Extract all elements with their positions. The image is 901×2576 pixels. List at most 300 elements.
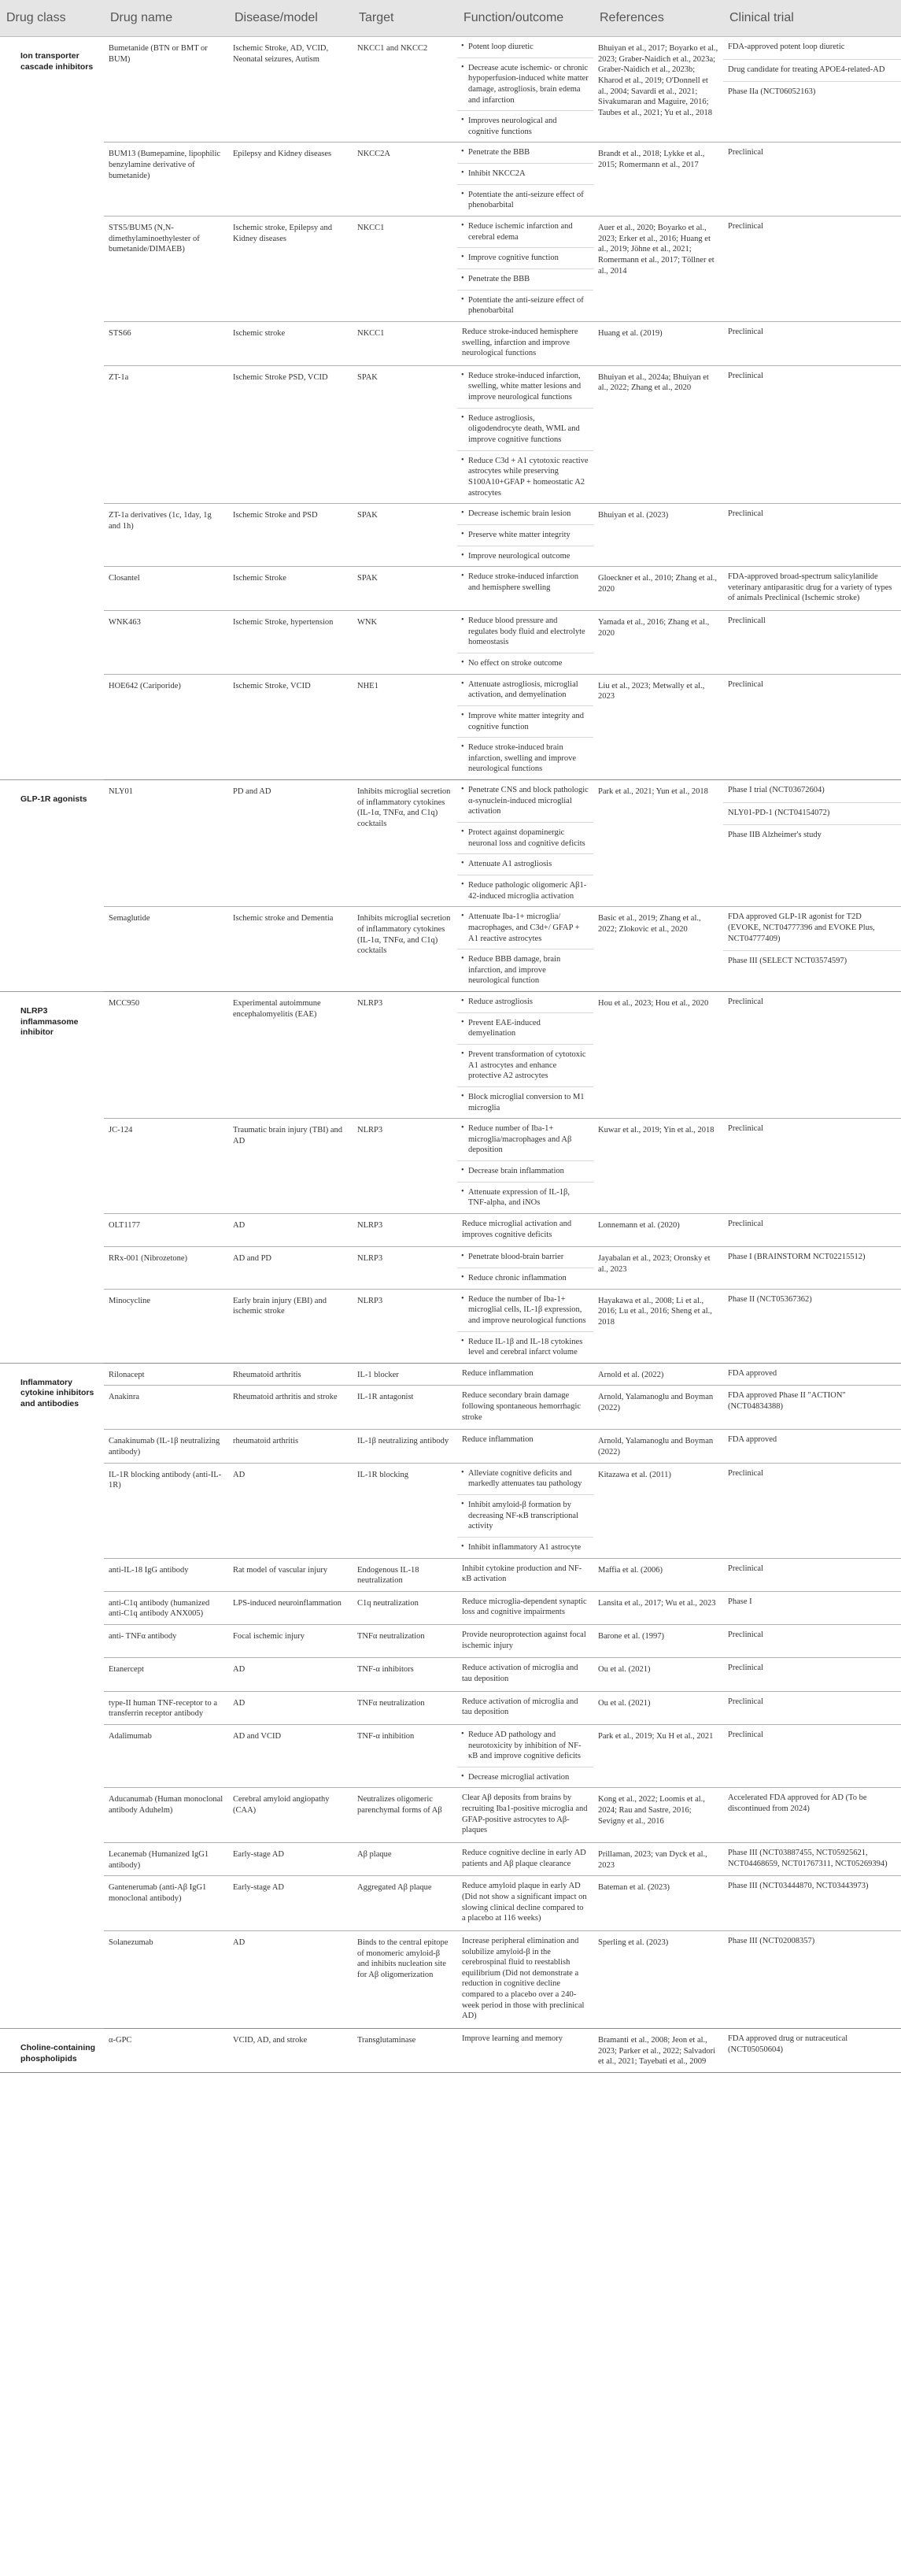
target-cell: NLRP3 [353, 1119, 457, 1214]
disease-model-cell: AD [228, 1463, 353, 1558]
disease-model-cell: Rat model of vascular injury [228, 1558, 353, 1591]
disease-model-cell: Ischemic Stroke, AD, VCID, Neonatal seizures, Autism [228, 37, 353, 142]
function-item: • Reduce stroke-induced infarction, swelling, white matter lesions and improve neurological functions [457, 366, 593, 409]
function-outcome-cell [457, 992, 593, 1119]
clinical-trial-cell [723, 37, 901, 142]
table-row [0, 567, 901, 611]
function-item: • No effect on stroke outcome [457, 653, 593, 674]
function-item: • Reduce pathologic oligomeric Aβ1-42-induced microglia activation [457, 875, 593, 906]
function-outcome-cell [457, 1214, 593, 1247]
target-cell: NKCC2A [353, 142, 457, 217]
trial-item: Preclinical [728, 509, 763, 519]
drug-name-cell: anti-C1q antibody (humanized anti-C1q antibody ANX005) [104, 1591, 228, 1624]
drug-name-cell: Aducanumab (Human monoclonal antibody Aduhelm) [104, 1788, 228, 1843]
target-cell: C1q neutralization [353, 1591, 457, 1624]
function-outcome-cell [457, 1289, 593, 1363]
trial-item: Preclinical [728, 679, 763, 689]
function-item: Inhibit cytokine production and NF-κB activation [462, 1564, 582, 1584]
table-row [0, 1591, 901, 1624]
disease-model-cell: Ischemic stroke and Dementia [228, 907, 353, 992]
function-outcome-cell [457, 321, 593, 365]
drug-name-cell: anti- TNFα antibody [104, 1625, 228, 1658]
target-cell: NLRP3 [353, 992, 457, 1119]
clinical-trial-cell [723, 217, 901, 322]
function-outcome-cell [457, 1430, 593, 1463]
drug-name-cell: Gantenerumab (anti-Aβ IgG1 monoclonal antibody) [104, 1876, 228, 1931]
table-row [0, 674, 901, 779]
function-item: • Decrease microglial activation [457, 1767, 593, 1788]
references-cell: Maffia et al. (2006) [593, 1558, 723, 1591]
function-item: • Reduce AD pathology and neurotoxicity by inhibition of NF-κB and improve cognitive deficits [457, 1725, 593, 1767]
function-item: • Alleviate cognitive deficits and markedly attenuates tau pathology [457, 1464, 593, 1495]
function-item: • Attenuate A1 astrogliosis [457, 854, 593, 875]
table-row [0, 1363, 901, 1386]
table-row [0, 992, 901, 1119]
disease-model-cell: Rheumatoid arthritis and stroke [228, 1386, 353, 1430]
function-item: • Improves neurological and cognitive functions [457, 111, 593, 142]
header-drug-name: Drug name [104, 0, 228, 37]
table-row [0, 142, 901, 217]
references-cell: Sperling et al. (2023) [593, 1930, 723, 2028]
clinical-trial-cell [723, 674, 901, 779]
function-item: • Potentiate the anti-seizure effect of phenobarbital [457, 185, 593, 216]
references-cell: Kitazawa et al. (2011) [593, 1463, 723, 1558]
references-cell: Park et al., 2021; Yun et al., 2018 [593, 780, 723, 907]
trial-item: Preclinical [728, 371, 763, 380]
header-references: References [593, 0, 723, 37]
trial-item: Preclinical [728, 1730, 763, 1739]
clinical-trial-cell [723, 365, 901, 503]
drug-name-cell: Adalimumab [104, 1724, 228, 1788]
clinical-trial-cell [723, 1691, 901, 1724]
references-cell: Brandt et al., 2018; Lykke et al., 2015; Romermann et al., 2017 [593, 142, 723, 217]
function-item: • Reduce chronic inflammation [457, 1268, 593, 1289]
function-outcome-cell [457, 1843, 593, 1876]
function-outcome-cell [457, 1876, 593, 1931]
references-cell: Kong et al., 2022; Loomis et al., 2024; Rau and Sastre, 2016; Sevigny et al., 2016 [593, 1788, 723, 1843]
trial-item: Preclinical [728, 997, 763, 1007]
target-cell: NKCC1 [353, 217, 457, 322]
table-row [0, 1214, 901, 1247]
function-outcome-cell [457, 1788, 593, 1843]
trial-item: Preclinical [728, 1664, 763, 1673]
table-row [0, 1930, 901, 2028]
drug-name-cell: α-GPC [104, 2029, 228, 2073]
trial-item: FDA approved drug or nutraceutical (NCT05050604) [728, 2034, 848, 2054]
function-outcome-cell [457, 611, 593, 675]
function-item: • Attenuate expression of IL-1β, TNF-alpha, and iNOs [457, 1183, 593, 1213]
header-disease-model: Disease/model [228, 0, 353, 37]
target-cell: NHE1 [353, 674, 457, 779]
trial-item: Phase IIB Alzheimer's study [728, 831, 822, 840]
table-row [0, 1625, 901, 1658]
function-outcome-cell [457, 567, 593, 611]
function-item: • Penetrate blood-brain barrier [457, 1247, 593, 1268]
clinical-trial-cell [723, 1591, 901, 1624]
references-cell: Bateman et al. (2023) [593, 1876, 723, 1931]
disease-model-cell: Early-stage AD [228, 1876, 353, 1931]
drug-name-cell: STS66 [104, 321, 228, 365]
target-cell: NKCC1 [353, 321, 457, 365]
drug-name-cell: OLT1177 [104, 1214, 228, 1247]
function-item: • Reduce IL-1β and IL-18 cytokines level and cerebral infarct volume [457, 1332, 593, 1363]
trial-item: FDA-approved broad-spectrum salicylanilide veterinary antiparasitic drug for a variety of types of animals Preclinical (Ischemic stroke) [728, 572, 892, 603]
clinical-trial-cell [723, 1843, 901, 1876]
target-cell: Endogenous IL-18 neutralization [353, 1558, 457, 1591]
target-cell: Transglutaminase [353, 2029, 457, 2073]
function-item: Reduce stroke-induced hemisphere swelling, infarction and improve neurological functions [462, 327, 578, 358]
drug-name-cell: Lecanemab (Humanized IgG1 antibody) [104, 1843, 228, 1876]
target-cell: SPAK [353, 365, 457, 503]
table-row [0, 37, 901, 142]
disease-model-cell: Ischemic Stroke [228, 567, 353, 611]
function-item: • Potent loop diuretic [457, 37, 593, 58]
function-outcome-cell [457, 142, 593, 217]
function-outcome-cell [457, 1247, 593, 1289]
disease-model-cell: AD [228, 1691, 353, 1724]
disease-model-cell: AD and VCID [228, 1724, 353, 1788]
target-cell: SPAK [353, 504, 457, 567]
trial-item: Drug candidate for treating APOE4-related-AD [723, 60, 901, 83]
function-item: • Reduce number of Iba-1+ microglia/macrophages and Aβ deposition [457, 1119, 593, 1161]
table-row [0, 321, 901, 365]
trial-item: Preclinical [728, 1220, 763, 1229]
disease-model-cell: Traumatic brain injury (TBI) and AD [228, 1119, 353, 1214]
clinical-trial-cell [723, 1214, 901, 1247]
target-cell: NLRP3 [353, 1214, 457, 1247]
table-row [0, 2029, 901, 2073]
clinical-trial-cell [723, 1386, 901, 1430]
clinical-trial-cell [723, 1363, 901, 1386]
disease-model-cell: Ischemic Stroke and PSD [228, 504, 353, 567]
function-item: • Decrease brain inflammation [457, 1161, 593, 1183]
target-cell: SPAK [353, 567, 457, 611]
function-item: • Reduce blood pressure and regulates body fluid and electrolyte homeostasis [457, 611, 593, 653]
function-item: • Penetrate CNS and block pathologic α-synuclein-induced microglial activation [457, 780, 593, 823]
function-item: • Attenuate Iba-1+ microglia/ macrophages, and C3d+/ GFAP + A1 reactive astrocytes [457, 907, 593, 949]
function-outcome-cell [457, 780, 593, 907]
function-item: • Reduce the number of Iba-1+ microglial cells, IL-1β expression, and improve neurological functions [457, 1290, 593, 1332]
drug-name-cell: Bumetanide (BTN or BMT or BUM) [104, 37, 228, 142]
clinical-trial-cell [723, 1658, 901, 1691]
function-outcome-cell [457, 1119, 593, 1214]
references-cell: Ou et al. (2021) [593, 1658, 723, 1691]
clinical-trial-cell [723, 567, 901, 611]
header-clinical-trial: Clinical trial [723, 0, 901, 37]
function-item: Reduce cognitive decline in early AD patients and Aβ plaque clearance [462, 1849, 586, 1868]
trial-item: Preclinical [728, 1697, 763, 1706]
function-item: • Decrease acute ischemic- or chronic hypoperfusion-induced white matter damage, astrogliosis, brain edema and infarction [457, 58, 593, 112]
clinical-trial-cell [723, 1430, 901, 1463]
trial-item: Phase I (BRAINSTORM NCT02215512) [728, 1253, 866, 1262]
target-cell: Inhibits microglial secretion of inflammatory cytokines (IL-1α, TNFα, and C1q) cocktails [353, 907, 457, 992]
target-cell: TNF-α inhibition [353, 1724, 457, 1788]
table-row [0, 1724, 901, 1788]
disease-model-cell: Early-stage AD [228, 1843, 353, 1876]
references-cell: Yamada et al., 2016; Zhang et al., 2020 [593, 611, 723, 675]
trial-item: Preclinical [728, 1564, 763, 1573]
clinical-trial-cell [723, 1119, 901, 1214]
target-cell: NKCC1 and NKCC2 [353, 37, 457, 142]
clinical-trial-cell [723, 142, 901, 217]
function-item: Reduce activation of microglia and tau deposition [462, 1664, 578, 1683]
drug-name-cell: type-II human TNF-receptor to a transferrin receptor antibody [104, 1691, 228, 1724]
function-item: Reduce inflammation [462, 1435, 534, 1445]
disease-model-cell: Ischemic stroke [228, 321, 353, 365]
references-cell: Barone et al. (1997) [593, 1625, 723, 1658]
references-cell: Auer et al., 2020; Boyarko et al., 2023; Erker et al., 2016; Huang et al., 2019; Jöhne et al., 2021; Romermann et al., 2017; Töllner et al., 2014 [593, 217, 723, 322]
table-row [0, 611, 901, 675]
clinical-trial-cell [723, 611, 901, 675]
clinical-trial-cell [723, 1289, 901, 1363]
target-cell: NLRP3 [353, 1289, 457, 1363]
header-drug-class: Drug class [0, 0, 104, 37]
function-item: • Penetrate the BBB [457, 269, 593, 291]
trial-item: Preclinical [728, 1630, 763, 1640]
clinical-trial-cell [723, 1247, 901, 1289]
disease-model-cell: Ischemic Stroke, hypertension [228, 611, 353, 675]
target-cell: IL-1β neutralizing antibody [353, 1430, 457, 1463]
function-item: • Potentiate the anti-seizure effect of phenobarbital [457, 291, 593, 321]
function-outcome-cell [457, 1930, 593, 2028]
clinical-trial-cell [723, 1724, 901, 1788]
trial-item: Phase IIa (NCT06052163) [728, 87, 816, 97]
disease-model-cell: AD [228, 1658, 353, 1691]
drug-name-cell: Etanercept [104, 1658, 228, 1691]
trial-item: Preclinical [728, 1124, 763, 1134]
table-row [0, 1247, 901, 1289]
function-item: Reduce microglia-dependent synaptic loss and cognitive impairments [462, 1597, 587, 1617]
target-cell: IL-1R antagonist [353, 1386, 457, 1430]
drug-name-cell: JC-124 [104, 1119, 228, 1214]
disease-model-cell: Focal ischemic injury [228, 1625, 353, 1658]
disease-model-cell: Ischemic Stroke PSD, VCID [228, 365, 353, 503]
references-cell: Ou et al. (2021) [593, 1691, 723, 1724]
clinical-trial-cell [723, 2029, 901, 2073]
target-cell: WNK [353, 611, 457, 675]
function-item: Reduce inflammation [462, 1368, 534, 1378]
references-cell: Bhuiyan et al. (2023) [593, 504, 723, 567]
drug-name-cell: Anakinra [104, 1386, 228, 1430]
function-item: • Inhibit NKCC2A [457, 164, 593, 185]
target-cell: NLRP3 [353, 1247, 457, 1289]
function-item: • Reduce BBB damage, brain infarction, and improve neurological function [457, 949, 593, 991]
function-item: • Attenuate astrogliosis, microglial activation, and demyelination [457, 675, 593, 706]
references-cell: Bhuiyan et al., 2024a; Bhuiyan et al., 2022; Zhang et al., 2020 [593, 365, 723, 503]
function-item: • Inhibit inflammatory A1 astrocyte [457, 1538, 593, 1558]
drug-name-cell: HOE642 (Cariporide) [104, 674, 228, 779]
disease-model-cell: AD [228, 1214, 353, 1247]
references-cell: Bhuiyan et al., 2017; Boyarko et al., 2023; Graber-Naidich et al., 2023a; Graber-Naidich et al., 2023b; Kharod et al., 2019; O'Donnell et al., 2004; Savardi et al., 2021; Sivakumaran and Maguire, 2016; Taubes et al., 2021; Yu et al., 2018 [593, 37, 723, 142]
trial-item: NLY01-PD-1 (NCT04154072) [723, 803, 901, 826]
function-item: Clear Aβ deposits from brains by recruiting Iba1-positive microglia and GFAP-positive astrocytes to Aβ-plaques [462, 1793, 588, 1835]
function-item: • Reduce astrogliosis [457, 992, 593, 1013]
function-item: Provide neuroprotection against focal ischemic injury [462, 1630, 586, 1650]
function-item: • Protect against dopaminergic neuronal loss and cognitive deficits [457, 823, 593, 854]
drug-name-cell: ZT-1a [104, 365, 228, 503]
target-cell: Neutralizes oligomeric parenchymal forms of Aβ [353, 1788, 457, 1843]
disease-model-cell: Ischemic stroke, Epilepsy and Kidney diseases [228, 217, 353, 322]
function-item: Reduce microglial activation and improves cognitive deficits [462, 1220, 572, 1239]
table-row [0, 780, 901, 907]
drug-name-cell: Rilonacept [104, 1363, 228, 1386]
clinical-trial-cell [723, 321, 901, 365]
target-cell: TNFα neutralization [353, 1691, 457, 1724]
drug-name-cell: RRx-001 (Nibrozetone) [104, 1247, 228, 1289]
clinical-trial-cell [723, 1558, 901, 1591]
table-row [0, 907, 901, 992]
disease-model-cell: LPS-induced neuroinflammation [228, 1591, 353, 1624]
clinical-trial-cell [723, 907, 901, 992]
function-item: • Reduce ischemic infarction and cerebral edema [457, 217, 593, 248]
references-cell: Hayakawa et al., 2008; Li et al., 2016; Lu et al., 2016; Sheng et al., 2018 [593, 1289, 723, 1363]
references-cell: Hou et al., 2023; Hou et al., 2020 [593, 992, 723, 1119]
function-item: • Prevent EAE-induced demyelination [457, 1013, 593, 1045]
function-item: • Preserve white matter integrity [457, 525, 593, 546]
references-cell: Gloeckner et al., 2010; Zhang et al., 2020 [593, 567, 723, 611]
clinical-trial-cell [723, 1788, 901, 1843]
drug-name-cell: Minocycline [104, 1289, 228, 1363]
trial-item: Accelerated FDA approved for AD (To be discontinued from 2024) [728, 1793, 867, 1814]
disease-model-cell: Ischemic Stroke, VCID [228, 674, 353, 779]
trial-item: Preclinical [728, 148, 763, 157]
trial-item: Phase I [728, 1597, 752, 1606]
function-item: • Inhibit amyloid-β formation by decreasing NF-κB transcriptional activity [457, 1495, 593, 1538]
function-item: • Prevent transformation of cytotoxic A1 astrocytes and enhance protective A2 astrocytes [457, 1045, 593, 1087]
drug-class-cell: GLP-1R agonists [0, 780, 104, 992]
trial-item: Phase III (NCT02008357) [728, 1936, 815, 1945]
target-cell: Aggregated Aβ plaque [353, 1876, 457, 1931]
function-outcome-cell [457, 1591, 593, 1624]
drug-name-cell: NLY01 [104, 780, 228, 907]
function-item: • Improve cognitive function [457, 248, 593, 269]
disease-model-cell: Rheumatoid arthritis [228, 1363, 353, 1386]
drug-name-cell: MCC950 [104, 992, 228, 1119]
function-outcome-cell [457, 2029, 593, 2073]
references-cell: Park et al., 2019; Xu H et al., 2021 [593, 1724, 723, 1788]
drug-name-cell: ZT-1a derivatives (1c, 1day, 1g and 1h) [104, 504, 228, 567]
trial-item: FDA-approved potent loop diuretic [723, 37, 901, 60]
table-row [0, 365, 901, 503]
disease-model-cell: Experimental autoimmune encephalomyelitis (EAE) [228, 992, 353, 1119]
disease-model-cell: AD and PD [228, 1247, 353, 1289]
function-item: • Decrease ischemic brain lesion [457, 504, 593, 525]
function-outcome-cell [457, 1363, 593, 1386]
target-cell: Aβ plaque [353, 1843, 457, 1876]
function-outcome-cell [457, 907, 593, 992]
drug-name-cell: WNK463 [104, 611, 228, 675]
table-row [0, 1788, 901, 1843]
function-outcome-cell [457, 365, 593, 503]
table-row [0, 1289, 901, 1363]
function-outcome-cell [457, 1724, 593, 1788]
function-outcome-cell [457, 1691, 593, 1724]
function-outcome-cell [457, 1463, 593, 1558]
trial-item: FDA approved GLP-1R agonist for T2D (EVOKE, NCT04777396 and EVOKE Plus, NCT04777409) [723, 907, 901, 951]
references-cell: Arnold, Yalamanoglu and Boyman (2022) [593, 1430, 723, 1463]
references-cell: Arnold et al. (2022) [593, 1363, 723, 1386]
table-row [0, 1658, 901, 1691]
function-item: • Block microglial conversion to M1 microglia [457, 1087, 593, 1118]
function-item: • Reduce astrogliosis, oligodendrocyte death, WML and improve cognitive functions [457, 409, 593, 451]
function-outcome-cell [457, 674, 593, 779]
clinical-trial-cell [723, 1876, 901, 1931]
drug-name-cell: Solanezumab [104, 1930, 228, 2028]
drug-name-cell: IL-1R blocking antibody (anti-IL-1R) [104, 1463, 228, 1558]
function-item: • Penetrate the BBB [457, 142, 593, 164]
references-cell: Liu et al., 2023; Metwally et al., 2023 [593, 674, 723, 779]
references-cell: Lansita et al., 2017; Wu et al., 2023 [593, 1591, 723, 1624]
trial-item: FDA approved Phase II "ACTION" (NCT04834388) [728, 1391, 846, 1412]
header-target: Target [353, 0, 457, 37]
function-item: • Reduce stroke-induced infarction and hemisphere swelling [457, 567, 593, 598]
table-header-row [0, 0, 901, 37]
function-item: Reduce secondary brain damage following spontaneous hemorrhagic stroke [462, 1391, 582, 1422]
function-item: • Improve neurological outcome [457, 546, 593, 567]
clinical-trial-cell [723, 1625, 901, 1658]
table-row [0, 1430, 901, 1463]
function-item: • Reduce C3d + A1 cytotoxic reactive astrocytes while preserving S100A10+GFAP + homeostatic A2 astrocytes [457, 451, 593, 504]
drug-class-cell: Choline-containing phospholipids [0, 2029, 104, 2073]
table-row [0, 1386, 901, 1430]
table-body [0, 37, 901, 2073]
function-outcome-cell [457, 504, 593, 567]
disease-model-cell: Early brain injury (EBI) and ischemic stroke [228, 1289, 353, 1363]
function-outcome-cell [457, 1558, 593, 1591]
clinical-trial-cell [723, 780, 901, 907]
disease-model-cell: PD and AD [228, 780, 353, 907]
target-cell: IL-1 blocker [353, 1363, 457, 1386]
header-function-outcome: Function/outcome [457, 0, 593, 37]
clinical-trial-cell [723, 1930, 901, 2028]
function-item: • Improve white matter integrity and cognitive function [457, 706, 593, 738]
drug-name-cell: Semaglutide [104, 907, 228, 992]
drug-name-cell: STS5/BUM5 (N,N-dimethylaminoethylester of bumetanide/DIMAEB) [104, 217, 228, 322]
drug-class-cell: Inflammatory cytokine inhibitors and antibodies [0, 1363, 104, 2028]
drug-class-cell: Ion transporter cascade inhibitors [0, 37, 104, 780]
drug-name-cell: BUM13 (Bumepamine, lipophilic benzylamine derivative of bumetanide) [104, 142, 228, 217]
references-cell: Bramanti et al., 2008; Jeon et al., 2023; Parker et al., 2022; Salvadori et al., 2021; Tayebati et al., 2009 [593, 2029, 723, 2073]
references-cell: Lonnemann et al. (2020) [593, 1214, 723, 1247]
disease-model-cell: Cerebral amyloid angiopathy (CAA) [228, 1788, 353, 1843]
target-cell: IL-1R blocking [353, 1463, 457, 1558]
target-cell: TNF-α inhibitors [353, 1658, 457, 1691]
references-cell: Arnold, Yalamanoglu and Boyman (2022) [593, 1386, 723, 1430]
references-cell: Basic et al., 2019; Zhang et al., 2022; Zlokovic et al., 2020 [593, 907, 723, 992]
clinical-trial-cell [723, 992, 901, 1119]
function-item: Reduce activation of microglia and tau deposition [462, 1697, 578, 1717]
function-outcome-cell [457, 217, 593, 322]
clinical-trial-cell [723, 504, 901, 567]
trial-item: Preclinical [728, 1468, 763, 1478]
disease-model-cell: VCID, AD, and stroke [228, 2029, 353, 2073]
function-outcome-cell [457, 1658, 593, 1691]
trial-item: Phase I trial (NCT03672604) [723, 780, 901, 803]
function-item: Reduce amyloid plaque in early AD (Did not show a significant impact on slowing clinical decline compared to a placebo at 116 weeks) [462, 1882, 587, 1923]
table-row [0, 1558, 901, 1591]
table-row [0, 1691, 901, 1724]
drug-name-cell: anti-IL-18 IgG antibody [104, 1558, 228, 1591]
drug-name-cell: Canakinumab (IL-1β neutralizing antibody) [104, 1430, 228, 1463]
disease-model-cell: Epilepsy and Kidney diseases [228, 142, 353, 217]
function-item: Improve learning and memory [462, 2034, 563, 2043]
trial-item: Preclinicall [728, 616, 766, 626]
function-item: • Reduce stroke-induced brain infarction, swelling and improve neurological functions [457, 738, 593, 779]
disease-model-cell: AD [228, 1930, 353, 2028]
trial-item: Phase II (NCT05367362) [728, 1294, 812, 1304]
function-outcome-cell [457, 1386, 593, 1430]
trial-item: Preclinical [728, 222, 763, 231]
